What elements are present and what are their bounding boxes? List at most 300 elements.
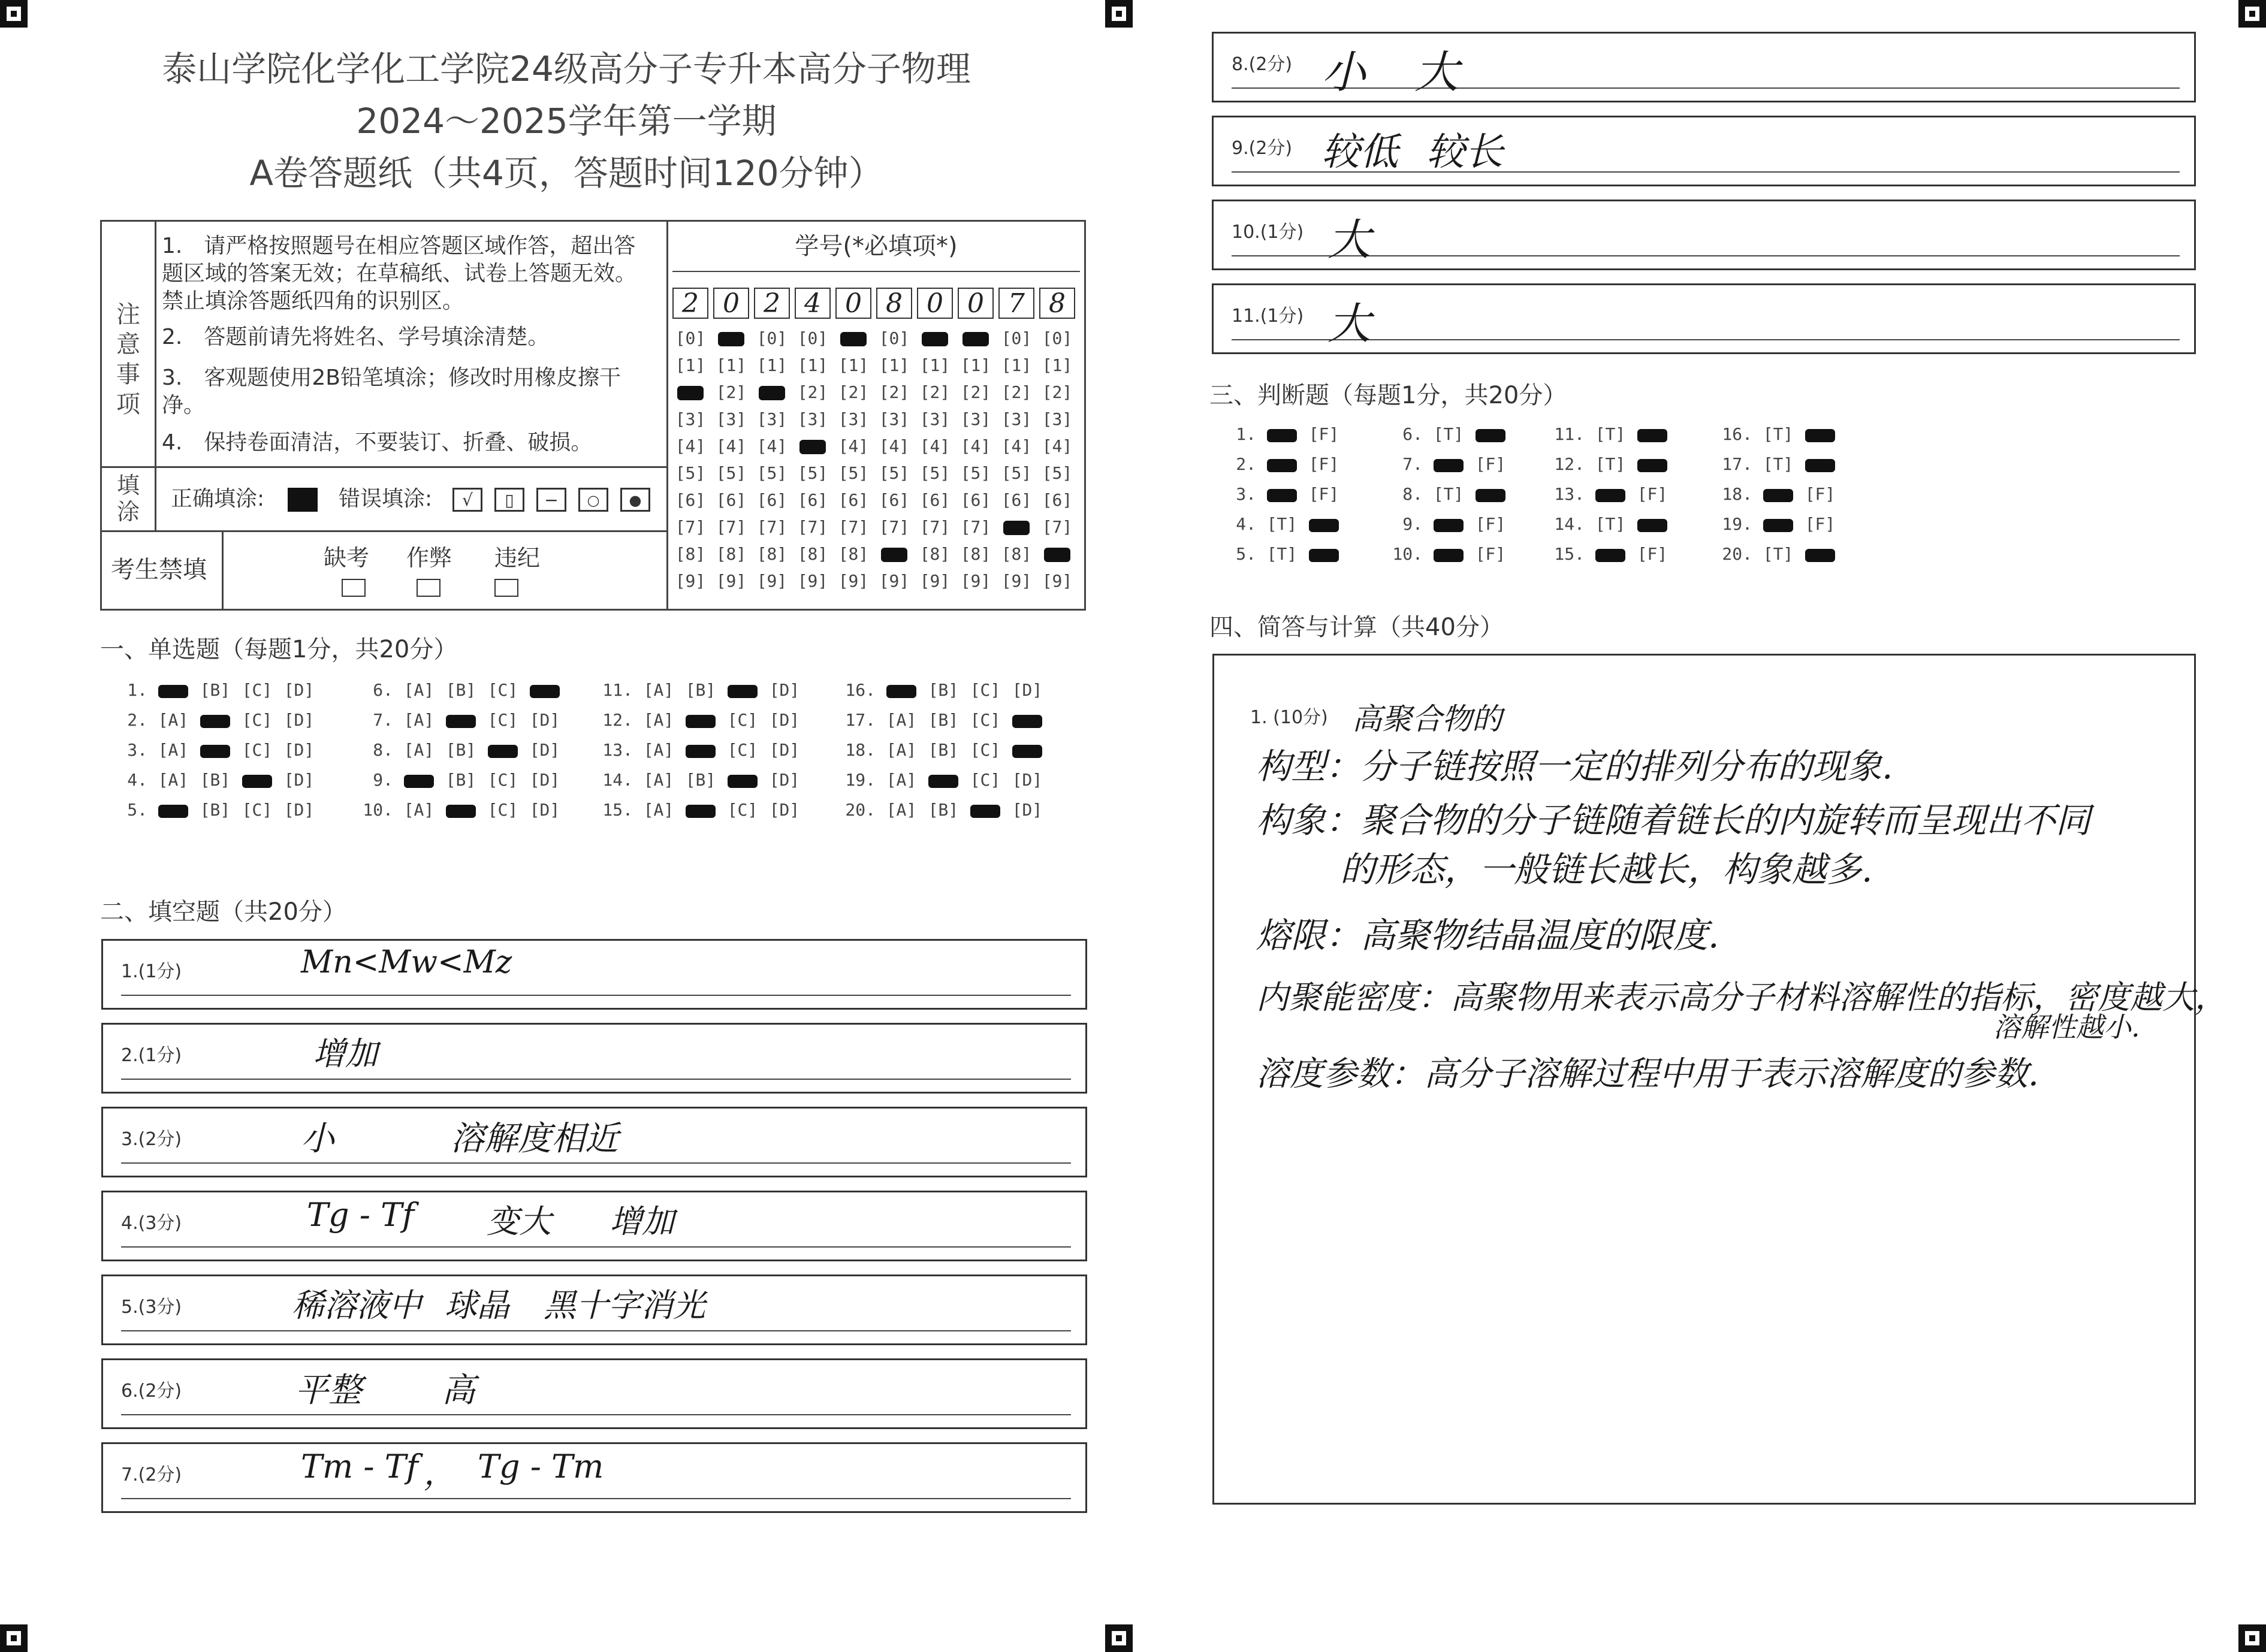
student-id-bubble[interactable]: [4] <box>919 436 951 456</box>
choice-bubble[interactable]: [D] <box>1012 800 1043 820</box>
choice-bubble[interactable]: [C] <box>242 710 273 730</box>
choice-bubble[interactable]: [D] <box>529 710 560 730</box>
choice-bubble[interactable] <box>398 770 440 790</box>
choice-bubble[interactable]: [A] <box>158 710 189 730</box>
tf-bubble[interactable]: [T] <box>1763 454 1794 474</box>
choice-bubble[interactable]: [C] <box>970 710 1001 730</box>
choice-bubble[interactable]: [B] <box>685 770 716 790</box>
student-id-bubble[interactable]: [0] <box>1042 328 1073 348</box>
choice-bubble[interactable]: [B] <box>445 770 476 790</box>
tf-bubble[interactable] <box>1261 454 1303 474</box>
question-number: 9. <box>373 770 393 790</box>
single-choice-question[interactable] <box>830 740 1048 760</box>
choice-bubble[interactable] <box>440 800 482 820</box>
choice-bubble[interactable]: [B] <box>928 680 959 700</box>
student-id-bubble[interactable]: [0] <box>756 328 787 348</box>
single-choice-question[interactable] <box>587 740 805 760</box>
choice-bubble[interactable]: [C] <box>727 800 758 820</box>
handwritten-answer: 高 <box>442 1371 475 1410</box>
choice-bubble[interactable] <box>482 740 524 760</box>
student-id-bubble[interactable]: [8] <box>756 544 787 564</box>
choice-bubble[interactable]: [B] <box>928 710 959 730</box>
tf-bubble[interactable] <box>1303 514 1345 534</box>
tf-bubble[interactable]: [T] <box>1595 514 1626 534</box>
student-id-bubble[interactable]: [1] <box>756 355 787 375</box>
student-id-bubble[interactable]: [6] <box>1001 490 1032 510</box>
fill-blank-answer-box[interactable] <box>1212 200 2196 270</box>
absent-checkbox[interactable] <box>342 579 366 597</box>
student-id-bubble[interactable]: [4] <box>675 436 706 456</box>
choice-bubble[interactable]: [A] <box>886 740 917 760</box>
student-id-bubble[interactable]: [2] <box>919 382 951 402</box>
student-id-bubble[interactable]: [9] <box>879 571 910 591</box>
student-id-bubble[interactable]: [1] <box>1042 355 1073 375</box>
choice-bubble[interactable]: [D] <box>769 740 800 760</box>
student-id-bubble[interactable]: [2] <box>1042 382 1073 402</box>
choice-bubble[interactable]: [A] <box>643 740 674 760</box>
choice-bubble[interactable]: [A] <box>403 680 435 700</box>
student-id-bubble[interactable]: [6] <box>756 490 787 510</box>
student-id-bubble[interactable]: [7] <box>675 517 706 537</box>
true-false-question[interactable] <box>1539 484 1673 504</box>
choice-bubble[interactable] <box>1006 710 1048 730</box>
student-id-bubble[interactable]: [3] <box>797 409 828 429</box>
tf-bubble[interactable]: [T] <box>1595 424 1626 444</box>
fill-blank-answer-box[interactable] <box>101 1107 1087 1177</box>
true-false-question[interactable] <box>1707 484 1841 504</box>
choice-bubble[interactable]: [A] <box>886 800 917 820</box>
choice-bubble[interactable]: [C] <box>970 740 1001 760</box>
tf-bubble[interactable] <box>1589 484 1631 504</box>
tf-bubble[interactable]: [F] <box>1805 484 1836 504</box>
student-id-bubble[interactable]: [2] <box>716 382 747 402</box>
tf-bubble[interactable] <box>1470 484 1511 504</box>
choice-bubble[interactable]: [D] <box>1012 680 1043 700</box>
choice-bubble[interactable]: [B] <box>200 800 231 820</box>
student-id-bubble[interactable]: [9] <box>919 571 951 591</box>
tf-bubble[interactable] <box>1470 424 1511 444</box>
choice-bubble[interactable] <box>152 800 194 820</box>
choice-bubble[interactable]: [C] <box>242 800 273 820</box>
question-number: 12. <box>602 710 633 730</box>
fill-blank-answer-box[interactable] <box>1212 116 2196 186</box>
student-id-bubble[interactable]: [5] <box>919 463 951 483</box>
question-number: 16. <box>1722 424 1752 444</box>
student-id-bubble[interactable]: [3] <box>716 409 747 429</box>
choice-bubble[interactable] <box>1006 740 1048 760</box>
single-choice-question[interactable] <box>348 800 566 820</box>
tf-bubble[interactable] <box>1428 514 1470 534</box>
student-id-bubble[interactable]: [2] <box>797 382 828 402</box>
true-false-question[interactable] <box>1377 454 1511 474</box>
student-id-bubble[interactable]: [3] <box>675 409 706 429</box>
choice-bubble[interactable] <box>236 770 278 790</box>
choice-bubble[interactable]: [C] <box>242 680 273 700</box>
notice-rule-4: 4. 保持卷面清洁，不要装订、折叠、破损。 <box>162 430 593 455</box>
single-choice-question[interactable] <box>587 770 805 790</box>
fill-blank-label: 11.(1分) <box>1232 306 1304 327</box>
student-id-bubble[interactable]: [0] <box>1001 328 1032 348</box>
student-id-bubble[interactable]: [7] <box>960 517 991 537</box>
student-id-bubble[interactable]: [6] <box>797 490 828 510</box>
tf-bubble[interactable]: [T] <box>1266 544 1298 564</box>
choice-bubble[interactable]: [D] <box>529 740 560 760</box>
tf-bubble[interactable]: [T] <box>1266 514 1298 534</box>
student-id-bubble[interactable]: [1] <box>675 355 706 375</box>
choice-bubble[interactable] <box>680 710 722 730</box>
true-false-question[interactable] <box>1377 514 1511 534</box>
student-id-bubble[interactable]: [9] <box>1042 571 1073 591</box>
student-id-bubble[interactable]: [4] <box>716 436 747 456</box>
choice-bubble[interactable] <box>922 770 964 790</box>
tf-bubble[interactable]: [F] <box>1475 514 1506 534</box>
student-id-bubble[interactable]: [6] <box>838 490 869 510</box>
true-false-question[interactable] <box>1539 544 1673 564</box>
single-choice-question[interactable] <box>830 680 1048 700</box>
tf-bubble[interactable] <box>1631 454 1673 474</box>
single-choice-question[interactable] <box>102 800 320 820</box>
student-id-bubble[interactable]: [6] <box>1042 490 1073 510</box>
single-choice-question[interactable] <box>102 740 320 760</box>
tf-bubble[interactable]: [F] <box>1308 424 1339 444</box>
student-id-bubble[interactable]: [8] <box>675 544 706 564</box>
tf-bubble[interactable]: [F] <box>1475 544 1506 564</box>
student-id-bubble[interactable]: [6] <box>960 490 991 510</box>
question-number: 15. <box>1554 544 1585 564</box>
choice-bubble[interactable]: [D] <box>283 740 315 760</box>
student-id-bubble[interactable]: [5] <box>675 463 706 483</box>
fill-blank-answer-box[interactable] <box>1212 32 2196 102</box>
single-choice-question[interactable] <box>830 800 1048 820</box>
student-id-bubble[interactable]: [3] <box>919 409 951 429</box>
student-id-bubble[interactable]: [5] <box>797 463 828 483</box>
corner-marker-icon <box>2238 1624 2266 1652</box>
choice-bubble[interactable]: [D] <box>283 710 315 730</box>
single-choice-question[interactable] <box>587 710 805 730</box>
student-id-bubble[interactable]: [2] <box>838 382 869 402</box>
wrong-fill-check-icon: √ <box>452 488 482 512</box>
choice-bubble[interactable] <box>194 710 236 730</box>
single-choice-question[interactable] <box>102 680 320 700</box>
student-id-bubble[interactable]: [9] <box>756 571 787 591</box>
tf-bubble[interactable]: [T] <box>1763 424 1794 444</box>
violation-checkbox[interactable] <box>494 579 518 597</box>
student-id-bubble[interactable]: [1] <box>919 355 951 375</box>
student-id-bubble[interactable]: [9] <box>675 571 706 591</box>
choice-bubble[interactable]: [A] <box>643 800 674 820</box>
choice-bubble[interactable] <box>440 710 482 730</box>
choice-bubble[interactable]: [B] <box>928 800 959 820</box>
choice-bubble[interactable]: [C] <box>487 770 518 790</box>
true-false-question[interactable] <box>1707 544 1841 564</box>
student-id-bubble[interactable]: [1] <box>960 355 991 375</box>
tf-bubble[interactable]: [F] <box>1308 454 1339 474</box>
choice-bubble[interactable]: [C] <box>970 770 1001 790</box>
choice-bubble[interactable]: [D] <box>283 800 315 820</box>
single-choice-question[interactable] <box>102 710 320 730</box>
student-id-bubble[interactable]: [8] <box>1001 544 1032 564</box>
tf-bubble[interactable] <box>1757 514 1799 534</box>
handwritten-answer: 较长 <box>1426 130 1503 174</box>
student-id-bubble[interactable]: [5] <box>756 463 787 483</box>
tf-bubble[interactable]: [T] <box>1433 484 1464 504</box>
choice-bubble[interactable]: [D] <box>769 770 800 790</box>
true-false-question[interactable] <box>1377 544 1511 564</box>
choice-bubble[interactable]: [B] <box>200 770 231 790</box>
answer-line <box>1232 87 2180 89</box>
true-false-question[interactable] <box>1211 424 1345 444</box>
tf-bubble[interactable] <box>1428 544 1470 564</box>
essay-answer-box[interactable] <box>1212 654 2227 1505</box>
choice-bubble[interactable]: [D] <box>769 680 800 700</box>
student-id-bubble[interactable]: [0] <box>797 328 828 348</box>
question-number: 1. <box>127 680 147 700</box>
fill-blank-answer-box[interactable] <box>101 1191 1087 1261</box>
student-id-bubble[interactable]: [9] <box>797 571 828 591</box>
true-false-question[interactable] <box>1539 454 1673 474</box>
true-false-question[interactable] <box>1211 544 1345 564</box>
handwritten-answer: 小 <box>1321 47 1366 98</box>
student-id-bubble[interactable]: [3] <box>879 409 910 429</box>
single-choice-question[interactable] <box>830 710 1048 730</box>
essay-line-7: 溶解性越小. <box>1993 1011 2140 1043</box>
choice-bubble[interactable] <box>194 740 236 760</box>
choice-bubble[interactable] <box>722 680 764 700</box>
fill-blank-answer-box[interactable] <box>1212 283 2196 354</box>
choice-bubble[interactable]: [C] <box>487 800 518 820</box>
true-false-question[interactable] <box>1707 424 1841 444</box>
true-false-question[interactable] <box>1707 454 1841 474</box>
tf-bubble[interactable] <box>1589 544 1631 564</box>
tf-bubble[interactable] <box>1799 424 1841 444</box>
student-id-bubble[interactable]: [7] <box>879 517 910 537</box>
student-id-bubble[interactable]: [4] <box>1001 436 1032 456</box>
question-number: 8. <box>1402 484 1423 504</box>
student-id-bubble[interactable]: [3] <box>1042 409 1073 429</box>
student-id-bubble[interactable]: [2] <box>879 382 910 402</box>
tf-bubble[interactable] <box>1303 544 1345 564</box>
student-id-bubble[interactable]: [1] <box>1001 355 1032 375</box>
choice-bubble[interactable]: [A] <box>403 710 435 730</box>
choice-bubble[interactable] <box>964 800 1006 820</box>
fill-blank-answer-box[interactable] <box>101 1023 1087 1094</box>
student-id-bubble[interactable]: [5] <box>1042 463 1073 483</box>
student-id-bubble[interactable]: [3] <box>1001 409 1032 429</box>
true-false-question[interactable] <box>1377 484 1511 504</box>
student-id-bubble[interactable]: [3] <box>838 409 869 429</box>
essay-title: 四、简答与计算（共40分） <box>1209 614 1504 641</box>
handwritten-answer: 大 <box>1327 215 1371 265</box>
single-choice-question[interactable] <box>587 680 805 700</box>
choice-bubble[interactable]: [B] <box>685 680 716 700</box>
choice-bubble[interactable]: [C] <box>970 680 1001 700</box>
fill-blank-answer-box[interactable] <box>101 939 1087 1010</box>
student-id-bubble[interactable]: [8] <box>716 544 747 564</box>
student-id-digit: 4 <box>795 288 831 319</box>
choice-bubble[interactable]: [A] <box>886 770 917 790</box>
choice-bubble[interactable] <box>680 740 722 760</box>
student-id-bubble[interactable]: [1] <box>879 355 910 375</box>
choice-bubble[interactable]: [A] <box>403 740 435 760</box>
single-choice-question[interactable] <box>587 800 805 820</box>
choice-bubble[interactable]: [C] <box>727 740 758 760</box>
tf-bubble[interactable]: [F] <box>1637 544 1668 564</box>
wrong-fill-dash-icon: − <box>536 488 566 512</box>
student-id-bubble[interactable]: [6] <box>879 490 910 510</box>
student-id-bubble[interactable]: [2] <box>1001 382 1032 402</box>
choice-bubble[interactable]: [A] <box>886 710 917 730</box>
tf-bubble[interactable] <box>1631 514 1673 534</box>
choice-bubble[interactable]: [A] <box>643 680 674 700</box>
student-id-bubble[interactable]: [5] <box>960 463 991 483</box>
choice-bubble[interactable]: [D] <box>769 800 800 820</box>
student-id-bubble[interactable]: [4] <box>838 436 869 456</box>
choice-bubble[interactable]: [B] <box>928 740 959 760</box>
tf-bubble[interactable]: [T] <box>1763 544 1794 564</box>
tf-bubble[interactable]: [F] <box>1308 484 1339 504</box>
single-choice-question[interactable] <box>102 770 320 790</box>
choice-bubble[interactable]: [A] <box>158 770 189 790</box>
question-number: 19. <box>845 770 876 790</box>
choice-bubble[interactable]: [D] <box>1012 770 1043 790</box>
student-id-digit: 0 <box>713 288 749 319</box>
student-id-bubble[interactable]: [7] <box>1042 517 1073 537</box>
choice-bubble[interactable]: [A] <box>403 800 435 820</box>
choice-bubble[interactable] <box>152 680 194 700</box>
student-id-bubble[interactable]: [5] <box>838 463 869 483</box>
choice-bubble[interactable]: [B] <box>445 740 476 760</box>
student-id-bubble[interactable]: [3] <box>960 409 991 429</box>
true-false-question[interactable] <box>1211 484 1345 504</box>
cheat-checkbox[interactable] <box>417 579 440 597</box>
single-choice-question[interactable] <box>348 680 566 700</box>
answer-line <box>121 1079 1071 1080</box>
choice-bubble[interactable]: [D] <box>769 710 800 730</box>
student-id-bubble[interactable]: [7] <box>797 517 828 537</box>
student-id-bubble[interactable]: [7] <box>919 517 951 537</box>
choice-bubble[interactable]: [D] <box>529 770 560 790</box>
tf-bubble[interactable] <box>1428 454 1470 474</box>
choice-bubble[interactable]: [C] <box>242 740 273 760</box>
student-id-bubble[interactable]: [7] <box>838 517 869 537</box>
tf-bubble[interactable]: [T] <box>1433 424 1464 444</box>
handwritten-answer: Tg - Tm <box>478 1448 604 1485</box>
student-id-bubble[interactable]: [1] <box>797 355 828 375</box>
student-id-bubble[interactable]: [7] <box>756 517 787 537</box>
choice-bubble[interactable]: [D] <box>283 680 315 700</box>
fill-blank-answer-box[interactable] <box>101 1442 1087 1513</box>
tf-bubble[interactable] <box>1631 424 1673 444</box>
true-false-question[interactable] <box>1707 514 1841 534</box>
choice-bubble[interactable]: [C] <box>727 710 758 730</box>
question-number: 14. <box>602 770 633 790</box>
choice-bubble[interactable]: [B] <box>445 680 476 700</box>
student-id-bubble[interactable]: [4] <box>960 436 991 456</box>
question-number: 18. <box>845 740 876 760</box>
tf-bubble[interactable]: [F] <box>1475 454 1506 474</box>
true-false-question[interactable] <box>1539 514 1673 534</box>
choice-bubble[interactable] <box>680 800 722 820</box>
fill-blank-answer-box[interactable] <box>101 1358 1087 1429</box>
student-id-bubble[interactable]: [6] <box>716 490 747 510</box>
choice-bubble[interactable] <box>722 770 764 790</box>
student-id-bubble[interactable]: [9] <box>838 571 869 591</box>
fill-blank-answer-box[interactable] <box>101 1275 1087 1345</box>
choice-bubble[interactable]: [A] <box>158 740 189 760</box>
tf-bubble[interactable]: [F] <box>1805 514 1836 534</box>
student-id-bubble[interactable]: [8] <box>797 544 828 564</box>
tf-bubble[interactable] <box>1757 484 1799 504</box>
fill-blank-label: 3.(2分) <box>121 1129 182 1150</box>
tf-bubble[interactable] <box>1799 454 1841 474</box>
handwritten-answer: Tg - Tf <box>307 1196 415 1234</box>
student-id-bubble[interactable]: [9] <box>1001 571 1032 591</box>
student-id-bubble[interactable]: [2] <box>960 382 991 402</box>
tf-bubble[interactable]: [T] <box>1595 454 1626 474</box>
student-id-bubble[interactable]: [0] <box>675 328 706 348</box>
tf-bubble[interactable] <box>1261 424 1303 444</box>
student-id-bubble[interactable]: [6] <box>675 490 706 510</box>
single-choice-question[interactable] <box>348 770 566 790</box>
choice-bubble[interactable]: [D] <box>529 800 560 820</box>
true-false-question[interactable] <box>1211 454 1345 474</box>
choice-bubble[interactable]: [B] <box>200 680 231 700</box>
student-id-bubble[interactable]: [4] <box>1042 436 1073 456</box>
true-false-question[interactable] <box>1211 514 1345 534</box>
question-number: 20. <box>845 800 876 820</box>
student-id-bubble[interactable]: [4] <box>756 436 787 456</box>
tf-bubble[interactable] <box>1261 484 1303 504</box>
choice-bubble[interactable]: [D] <box>283 770 315 790</box>
student-id-bubble[interactable]: [9] <box>716 571 747 591</box>
student-id-bubble[interactable]: [8] <box>919 544 951 564</box>
choice-bubble[interactable]: [A] <box>643 770 674 790</box>
student-id-bubble[interactable]: [9] <box>960 571 991 591</box>
student-id-digit: 8 <box>1039 288 1075 319</box>
student-id-bubble[interactable]: [7] <box>716 517 747 537</box>
exam-subtitle: A卷答题纸（共4页，答题时间120分钟） <box>249 153 883 194</box>
single-choice-question[interactable] <box>348 710 566 730</box>
student-id-bubble[interactable]: [5] <box>1001 463 1032 483</box>
student-id-bubble[interactable]: [8] <box>960 544 991 564</box>
student-id-bubble[interactable]: [5] <box>716 463 747 483</box>
handwritten-answer: 大 <box>1414 47 1459 98</box>
choice-bubble[interactable]: [C] <box>487 710 518 730</box>
question-number: 11. <box>602 680 633 700</box>
student-id-bubble[interactable]: [5] <box>879 463 910 483</box>
tf-bubble[interactable]: [F] <box>1637 484 1668 504</box>
student-id-bubble[interactable]: [1] <box>838 355 869 375</box>
single-choice-question[interactable] <box>830 770 1048 790</box>
answer-line <box>121 1498 1071 1499</box>
choice-bubble[interactable]: [C] <box>487 680 518 700</box>
student-id-bubble[interactable]: [8] <box>838 544 869 564</box>
notice-label: 注意事项 <box>116 301 140 418</box>
choice-bubble[interactable] <box>880 680 922 700</box>
tf-bubble[interactable] <box>1799 544 1841 564</box>
true-false-question[interactable] <box>1539 424 1673 444</box>
true-false-question[interactable] <box>1377 424 1511 444</box>
student-id-bubble[interactable]: [1] <box>716 355 747 375</box>
question-number: 4. <box>127 770 147 790</box>
student-id-bubble[interactable]: [0] <box>879 328 910 348</box>
student-id-bubble[interactable]: [6] <box>919 490 951 510</box>
student-id-bubble[interactable]: [4] <box>879 436 910 456</box>
single-choice-question[interactable] <box>348 740 566 760</box>
choice-bubble[interactable]: [A] <box>643 710 674 730</box>
student-id-bubble[interactable]: [3] <box>756 409 787 429</box>
choice-bubble[interactable] <box>524 680 566 700</box>
